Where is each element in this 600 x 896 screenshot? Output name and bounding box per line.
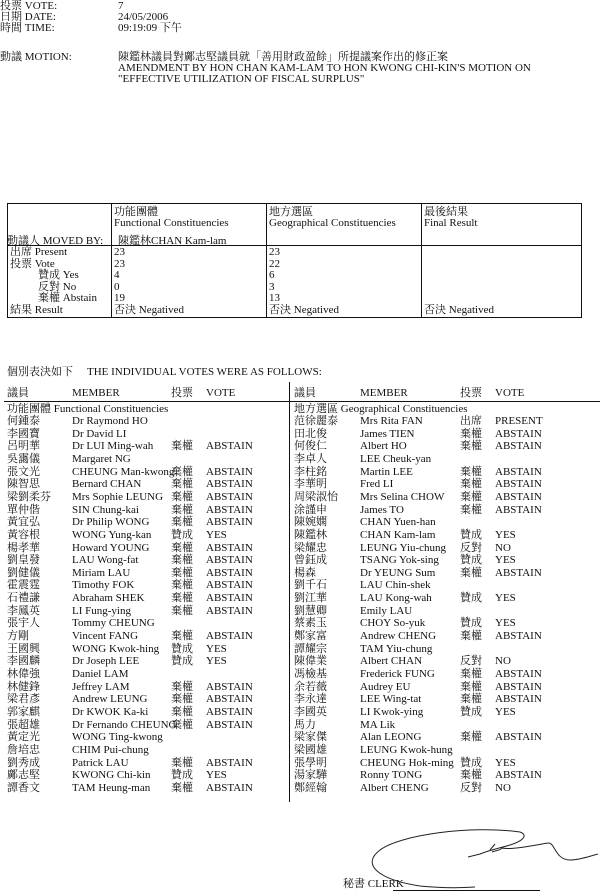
member-name-en: Mrs Sophie LEUNG [72,490,164,503]
col-vote-zh: 投票 [460,387,482,399]
summary-row-label: 反對 No [38,280,77,293]
member-name-en: CHEUNG Man-kwong [72,465,175,478]
member-name-en: Dr LUI Ming-wah [72,440,154,453]
vote-en: ABSTAIN [206,554,253,567]
vote-en: YES [495,554,516,567]
member-name-en: Andrew LEUNG [72,693,148,706]
member-name-en: LEE Cheuk-yan [360,452,432,465]
vote-en: ABSTAIN [495,503,542,516]
vote-zh: 贊成 [460,528,482,541]
vote-zh: 棄權 [171,440,193,453]
member-name-zh: 霍震霆 [7,579,40,592]
summary-row-label: 棄權 Abstain [38,292,97,304]
vote-zh: 棄權 [171,705,193,718]
functional-header-zh: 功能團體 [114,206,158,218]
member-name-en: Abraham SHEK [72,592,145,605]
final-result: 否決 Negatived [424,304,494,316]
vote-en: ABSTAIN [206,680,253,693]
member-name-zh: 李國英 [294,705,327,718]
final-header-zh: 最後結果 [424,206,468,218]
member-name-zh: 林健鋒 [7,680,40,693]
vote-en: NO [495,655,511,668]
member-name-zh: 陳婉嫻 [294,516,327,529]
time-value: 09:19:09 下午 [118,22,182,34]
vote-zh: 反對 [460,781,482,794]
member-name-zh: 譚耀宗 [294,642,327,655]
member-name-zh: 單仲偕 [7,503,40,516]
summary-row-label: 出席 Present [10,246,68,258]
member-name-zh: 張宇人 [7,617,40,630]
individual-title-zh: 個別表決如下 [7,366,73,378]
member-name-en: TSANG Yok-sing [360,554,439,567]
vote-en: ABSTAIN [206,604,253,617]
vote-zh: 棄權 [171,566,193,579]
member-name-zh: 余若薇 [294,680,327,693]
member-name-en: Albert CHAN [360,655,423,668]
geographical-value: 3 [269,280,275,293]
member-name-zh: 梁家傑 [294,731,327,744]
col-vote-en: VOTE [206,387,236,399]
member-name-en: Ronny TONG [360,769,423,782]
vote-en: ABSTAIN [495,490,542,503]
vote-en: YES [206,642,227,655]
member-name-en: Fred LI [360,478,394,491]
vote-en: ABSTAIN [206,478,253,491]
vote-en: PRESENT [495,415,543,427]
vote-zh: 贊成 [171,655,193,668]
member-name-en: TAM Yiu-chung [360,642,433,655]
member-name-zh: 范徐麗泰 [294,415,338,427]
column-divider [266,204,267,317]
col-member-zh: 議員 [7,387,29,399]
vote-zh: 棄權 [460,566,482,579]
vote-zh: 棄權 [460,440,482,453]
member-name-en: Jeffrey LAM [72,680,130,693]
member-name-en: James TO [360,503,404,516]
individual-title-en: THE INDIVIDUAL VOTES WERE AS FOLLOWS: [87,366,322,378]
member-name-zh: 王國興 [7,642,40,655]
geographical-value: 23 [269,246,280,258]
member-name-zh: 何俊仁 [294,440,327,453]
member-name-en: Dr Joseph LEE [72,655,140,668]
member-name-en: Daniel LAM [72,668,129,680]
col-vote-en: VOTE [495,387,525,399]
member-name-en: Margaret NG [72,452,131,465]
summary-row-label: 投票 Vote [10,257,55,270]
vote-zh: 棄權 [460,668,482,680]
member-name-en: LI Fung-ying [72,604,131,617]
vote-zh: 棄權 [171,680,193,693]
col-member-en: MEMBER [72,387,120,399]
vote-zh: 棄權 [460,427,482,440]
vote-en: YES [206,655,227,668]
member-name-zh: 林偉強 [7,668,40,680]
vote-en: ABSTAIN [206,503,253,516]
member-name-en: Timothy FOK [72,579,135,592]
functional-value: 19 [114,292,125,304]
motion-zh: 陳鑑林議員對鄺志堅議員就「善用財政盈餘」所提議案作出的修正案 [118,51,448,63]
member-name-en: TAM Heung-man [72,781,151,794]
member-name-zh: 劉秀成 [7,756,40,769]
functional-value: 0 [114,280,120,293]
vote-zh: 棄權 [171,718,193,731]
member-name-en: Bernard CHAN [72,478,142,491]
vote-zh: 反對 [460,655,482,668]
vote-en: ABSTAIN [206,756,253,769]
member-name-zh: 張學明 [294,756,327,769]
vote-en: NO [495,781,511,794]
vote-zh: 棄權 [460,731,482,744]
vote-zh: 棄權 [171,516,193,529]
vote-en: ABSTAIN [206,630,253,643]
member-name-en: CHAN Yuen-han [360,516,436,529]
functional-value: 23 [114,246,125,258]
member-name-zh: 張超雄 [7,718,40,731]
member-name-en: Mrs Rita FAN [360,415,423,427]
member-name-zh: 郭家麒 [7,705,40,718]
member-name-zh: 李永達 [294,693,327,706]
vote-zh: 棄權 [460,490,482,503]
functional-value: 否決 Negatived [114,303,184,316]
member-name-zh: 詹培忠 [7,743,40,756]
member-name-zh: 楊孝華 [7,541,40,554]
column-divider [289,382,290,802]
vote-en: ABSTAIN [206,490,253,503]
member-name-zh: 陳智思 [7,478,40,491]
member-name-en: LAU Chin-shek [360,579,431,592]
vote-en: ABSTAIN [495,693,542,706]
member-name-zh: 劉皇發 [7,554,40,567]
vote-zh: 棄權 [171,490,193,503]
member-name-zh: 李國麟 [7,655,40,668]
member-name-en: Dr David LI [72,427,127,440]
vote-zh: 棄權 [171,465,193,478]
member-name-en: Tommy CHEUNG [72,617,155,630]
motion-en-line1: AMENDMENT BY HON CHAN KAM-LAM TO HON KWONG CHI-KIN'S MOTION ON [118,62,531,74]
vote-en: YES [206,528,227,541]
member-name-en: Albert HO [360,440,407,453]
vote-en: NO [495,541,511,554]
member-name-zh: 馬力 [294,718,316,731]
motion-en-line2: "EFFECTIVE UTILIZATION OF FISCAL SURPLUS" [118,73,365,85]
vote-en: ABSTAIN [206,592,253,605]
vote-en: ABSTAIN [206,693,253,706]
vote-en: ABSTAIN [495,566,542,579]
member-name-en: Dr Philip WONG [72,516,150,529]
vote-zh: 贊成 [171,642,193,655]
vote-en: ABSTAIN [495,465,542,478]
member-name-en: Albert CHENG [360,781,429,794]
vote-zh: 棄權 [171,554,193,567]
member-name-en: LAU Wong-fat [72,554,139,567]
vote-zh: 棄權 [171,592,193,605]
member-name-en: CHOY So-yuk [360,617,426,630]
vote-zh: 贊成 [460,705,482,718]
moved-by-label: 動議人 MOVED BY: [7,235,104,247]
vote-en: ABSTAIN [495,478,542,491]
vote-zh: 棄權 [171,693,193,706]
vote-zh: 贊成 [171,528,193,541]
member-name-en: Mrs Selina CHOW [360,490,445,503]
geographical-header-zh: 地方選區 [269,206,313,218]
member-name-en: Dr Fernando CHEUNG [72,718,177,731]
member-name-en: Dr Raymond HO [72,415,148,427]
member-name-zh: 梁君彥 [7,693,40,706]
member-name-en: LEE Wing-tat [360,693,422,706]
vote-en: ABSTAIN [495,680,542,693]
vote-zh: 棄權 [460,478,482,491]
vote-en: YES [495,592,516,605]
vote-zh: 棄權 [460,680,482,693]
functional-value: 4 [114,269,120,281]
vote-zh: 棄權 [171,478,193,491]
member-name-zh: 田北俊 [294,427,327,440]
member-name-zh: 呂明華 [7,440,40,453]
col-member-zh: 議員 [294,387,316,399]
vote-zh: 反對 [460,541,482,554]
member-name-zh: 李卓人 [294,452,327,465]
header-rule [4,401,600,402]
member-name-zh: 黃定光 [7,731,40,744]
member-name-zh: 馮檢基 [294,668,327,680]
time-label: 時間 TIME: [0,22,55,34]
member-name-zh: 梁劉柔芬 [7,490,51,503]
member-name-zh: 劉江華 [294,592,327,605]
vote-en: YES [495,617,516,630]
vote-en: ABSTAIN [206,465,253,478]
member-name-zh: 劉慧卿 [294,604,327,617]
vote-en: YES [495,756,516,769]
vote-en: ABSTAIN [495,630,542,643]
member-name-en: CHEUNG Hok-ming [360,756,454,769]
functional-value: 23 [114,257,125,270]
member-name-en: Audrey EU [360,680,411,693]
vote-en: ABSTAIN [206,516,253,529]
vote-en: ABSTAIN [495,731,542,744]
member-name-zh: 陳偉業 [294,655,327,668]
vote-zh: 棄權 [171,756,193,769]
header-divider [8,245,581,246]
member-name-en: James TIEN [360,427,415,440]
member-name-en: Dr KWOK Ka-ki [72,705,149,718]
member-name-zh: 梁耀忠 [294,541,327,554]
vote-zh: 棄權 [171,541,193,554]
col-vote-zh: 投票 [171,387,193,399]
vote-en: ABSTAIN [495,769,542,782]
summary-table [7,203,582,318]
vote-zh: 棄權 [460,503,482,516]
vote-zh: 棄權 [171,630,193,643]
member-name-en: Alan LEONG [360,731,422,744]
date-value: 24/05/2006 [118,11,169,23]
vote-en: YES [206,769,227,782]
member-name-zh: 張文光 [7,465,40,478]
member-name-zh: 湯家驊 [294,769,327,782]
vote-en: ABSTAIN [206,781,253,794]
member-name-en: LI Kwok-ying [360,705,424,718]
date-label: 日期 DATE: [0,11,56,23]
member-name-zh: 何鍾泰 [7,415,40,427]
member-name-zh: 蔡素玉 [294,617,327,630]
member-name-zh: 方剛 [7,630,29,643]
summary-row-label: 贊成 Yes [38,269,79,281]
vote-zh: 棄權 [460,769,482,782]
vote-label: 投票 VOTE: [0,0,58,12]
vote-en: YES [495,528,516,541]
vote-zh: 贊成 [460,617,482,630]
member-name-zh: 李國寶 [7,427,40,440]
member-name-zh: 陳鑑林 [294,528,327,541]
member-name-zh: 黃容根 [7,528,40,541]
vote-zh: 棄權 [171,579,193,592]
member-name-en: Emily LAU [360,604,413,617]
member-name-zh: 劉千石 [294,579,327,592]
vote-zh: 棄權 [460,465,482,478]
geographical-value: 否決 Negatived [269,303,339,316]
member-name-en: Patrick LAU [72,756,129,769]
member-name-en: Howard YOUNG [72,541,150,554]
member-name-zh: 周梁淑怡 [294,490,338,503]
vote-zh: 棄權 [171,503,193,516]
vote-en: ABSTAIN [206,718,253,731]
clerk-label: 秘書 CLERK [343,878,404,890]
vote-zh: 棄權 [460,693,482,706]
vote-zh: 贊成 [460,592,482,605]
member-name-zh: 劉健儀 [7,566,40,579]
vote-value: 7 [118,0,124,12]
member-name-zh: 鄺志堅 [7,769,40,782]
vote-zh: 贊成 [171,769,193,782]
vote-zh: 棄權 [171,604,193,617]
member-name-zh: 吳靄儀 [7,452,40,465]
member-name-zh: 鄭經翰 [294,781,327,794]
member-name-zh: 譚香文 [7,781,40,794]
member-name-zh: 黃宜弘 [7,516,40,529]
geographical-value: 13 [269,292,280,304]
geographical-header-en: Geographical Constituencies [269,217,396,229]
summary-row-label: 結果 Result [10,303,63,316]
vote-en: ABSTAIN [206,541,253,554]
vote-en: ABSTAIN [206,705,253,718]
vote-en: ABSTAIN [206,579,253,592]
final-header-en: Final Result [424,217,478,229]
member-name-zh: 楊森 [294,566,316,579]
member-name-zh: 李柱銘 [294,465,327,478]
member-name-en: MA Lik [360,718,396,731]
member-name-zh: 曾鈺成 [294,554,327,567]
functional-header-en: Functional Constituencies [114,217,229,229]
motion-label: 動議 MOTION: [0,51,72,63]
vote-en: ABSTAIN [206,440,253,453]
member-name-zh: 鄭家富 [294,630,327,643]
col-member-en: MEMBER [360,387,408,399]
member-name-en: WONG Yung-kan [72,528,152,541]
vote-en: YES [495,705,516,718]
member-name-en: Frederick FUNG [360,668,435,680]
member-name-en: CHIM Pui-chung [72,743,149,756]
vote-zh: 棄權 [171,781,193,794]
column-divider [421,204,422,317]
signature-line [393,890,540,891]
member-name-zh: 李鳳英 [7,604,40,617]
member-name-en: LEUNG Kwok-hung [360,743,453,756]
vote-en: ABSTAIN [206,566,253,579]
member-name-en: LEUNG Yiu-chung [360,541,447,554]
geographical-section-header: 地方選區 Geographical Constituencies [294,403,468,415]
member-name-zh: 李華明 [294,478,327,491]
vote-zh: 出席 [460,415,482,427]
member-name-en: WONG Kwok-hing [72,642,160,655]
member-name-en: Vincent FANG [72,630,139,643]
geographical-value: 6 [269,269,275,281]
member-name-zh: 梁國雄 [294,743,327,756]
column-divider [111,204,112,317]
member-name-en: SIN Chung-kai [72,503,139,516]
member-name-en: WONG Ting-kwong [72,731,163,744]
geographical-value: 22 [269,257,280,270]
member-name-en: Martin LEE [360,465,413,478]
functional-section-header: 功能團體 Functional Constituencies [7,403,169,415]
member-name-en: KWONG Chi-kin [72,769,151,782]
vote-zh: 贊成 [460,756,482,769]
vote-en: ABSTAIN [495,440,542,453]
vote-en: ABSTAIN [495,427,542,440]
moved-by-value: 陳鑑林CHAN Kam-lam [118,235,227,247]
member-name-en: LAU Kong-wah [360,592,432,605]
member-name-zh: 涂謹申 [294,503,327,516]
vote-zh: 贊成 [460,554,482,567]
vote-en: ABSTAIN [495,668,542,680]
member-name-zh: 石禮謙 [7,592,40,605]
member-name-en: Miriam LAU [72,566,131,579]
member-name-en: Andrew CHENG [360,630,437,643]
member-name-en: Dr YEUNG Sum [360,566,436,579]
member-name-en: CHAN Kam-lam [360,528,436,541]
vote-zh: 棄權 [460,630,482,643]
